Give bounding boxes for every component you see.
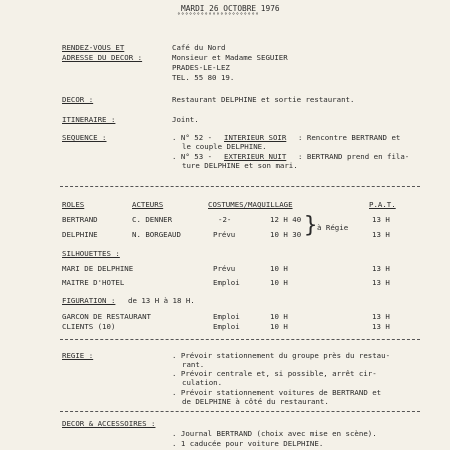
decor-label: DECOR : bbox=[62, 95, 94, 104]
itineraire-label: ITINERAIRE : bbox=[62, 115, 116, 124]
regie-label: REGIE : bbox=[62, 351, 94, 360]
regie-note: à Régie bbox=[317, 223, 349, 232]
regie-line: culation. bbox=[182, 378, 223, 387]
figuration-time: 10 H bbox=[270, 322, 288, 331]
silhouette-pat: 13 H bbox=[372, 264, 390, 273]
rdv-label-line1: RENDEZ-VOUS ET bbox=[62, 43, 125, 52]
figuration-pat: 13 H bbox=[372, 322, 390, 331]
role-time: 10 H 30 bbox=[270, 230, 302, 239]
role-actor: N. BORGEAUD bbox=[132, 230, 181, 239]
sequence-52-place: INTERIEUR SOIR bbox=[224, 133, 287, 142]
regie-line: rant. bbox=[182, 360, 205, 369]
figuration-time: 10 H bbox=[270, 312, 288, 321]
role-costume: -2- bbox=[218, 215, 232, 224]
header-acteurs: ACTEURS bbox=[132, 200, 164, 209]
silhouette-costume: Emploi bbox=[213, 278, 240, 287]
rdv-address-line: Monsieur et Madame SEGUIER bbox=[172, 53, 288, 62]
itineraire-value: Joint. bbox=[172, 115, 199, 124]
sequence-52-number: . N° 52 - bbox=[172, 133, 213, 142]
silhouette-time: 10 H bbox=[270, 278, 288, 287]
figuration-role: CLIENTS (10) bbox=[62, 322, 116, 331]
header-costumes: COSTUMES/MAQUILLAGE bbox=[208, 200, 293, 209]
regie-brace: } bbox=[304, 213, 318, 238]
figuration-costume: Emploi bbox=[213, 312, 240, 321]
sequence-52-text-cont: le couple DELPHINE. bbox=[182, 142, 267, 151]
role-actor: C. DENNER bbox=[132, 215, 173, 224]
role-costume: Prévu bbox=[213, 230, 236, 239]
silhouettes-label: SILHOUETTES : bbox=[62, 249, 120, 258]
sequence-52-text: : Rencontre BERTRAND et bbox=[298, 133, 401, 142]
section-divider bbox=[60, 411, 420, 412]
document-date: MARDI 26 OCTOBRE 1976 bbox=[181, 4, 280, 13]
silhouette-role: MAITRE D'HOTEL bbox=[62, 278, 125, 287]
regie-line: de DELPHINE à côté du restaurant. bbox=[182, 397, 329, 406]
regie-line: . Prévoir stationnement voitures de BERTRAND et bbox=[172, 388, 382, 397]
rdv-label-line2: ADRESSE DU DECOR : bbox=[62, 53, 143, 62]
role-pat: 13 H bbox=[372, 230, 390, 239]
accessory-line: . Journal BERTRAND (choix avec mise en scène). bbox=[172, 429, 377, 438]
decor-value: Restaurant DELPHINE et sortie restaurant. bbox=[172, 95, 355, 104]
figuration-role: GARCON DE RESTAURANT bbox=[62, 312, 151, 321]
regie-line: . Prévoir stationnement du groupe près du restau- bbox=[172, 351, 391, 360]
decor-accessoires-label: DECOR & ACCESSOIRES : bbox=[62, 419, 156, 428]
figuration-costume: Emploi bbox=[213, 322, 240, 331]
figuration-hours: de 13 H à 18 H. bbox=[128, 296, 195, 305]
date-underline-dots: °°°°°°°°°°°°°°°°°°°°° bbox=[177, 12, 260, 19]
rdv-address-line: PRADES-LE-LEZ bbox=[172, 63, 230, 72]
sequence-label: SEQUENCE : bbox=[62, 133, 107, 142]
figuration-label: FIGURATION : bbox=[62, 296, 116, 305]
sequence-53-number: . N° 53 - bbox=[172, 152, 213, 161]
rdv-address-line: Café du Nord bbox=[172, 43, 226, 52]
figuration-pat: 13 H bbox=[372, 312, 390, 321]
header-roles: ROLES bbox=[62, 200, 85, 209]
section-divider bbox=[60, 339, 420, 340]
silhouette-role: MARI DE DELPHINE bbox=[62, 264, 134, 273]
accessory-line: . 1 caducée pour voiture DELPHINE. bbox=[172, 439, 324, 448]
silhouette-costume: Prévu bbox=[213, 264, 236, 273]
sequence-53-text: : BERTRAND prend en fila- bbox=[298, 152, 410, 161]
role-time: 12 H 40 bbox=[270, 215, 302, 224]
section-divider bbox=[60, 186, 420, 187]
silhouette-pat: 13 H bbox=[372, 278, 390, 287]
role-name: DELPHINE bbox=[62, 230, 98, 239]
role-name: BERTRAND bbox=[62, 215, 98, 224]
header-pat: P.A.T. bbox=[369, 200, 396, 209]
role-pat: 13 H bbox=[372, 215, 390, 224]
sequence-53-text-cont: ture DELPHINE et son mari. bbox=[182, 161, 298, 170]
rdv-address-line: TEL. 55 80 19. bbox=[172, 73, 235, 82]
silhouette-time: 10 H bbox=[270, 264, 288, 273]
regie-line: . Prévoir centrale et, si possible, arrêt cir- bbox=[172, 369, 377, 378]
sequence-53-place: EXTERIEUR NUIT bbox=[224, 152, 287, 161]
